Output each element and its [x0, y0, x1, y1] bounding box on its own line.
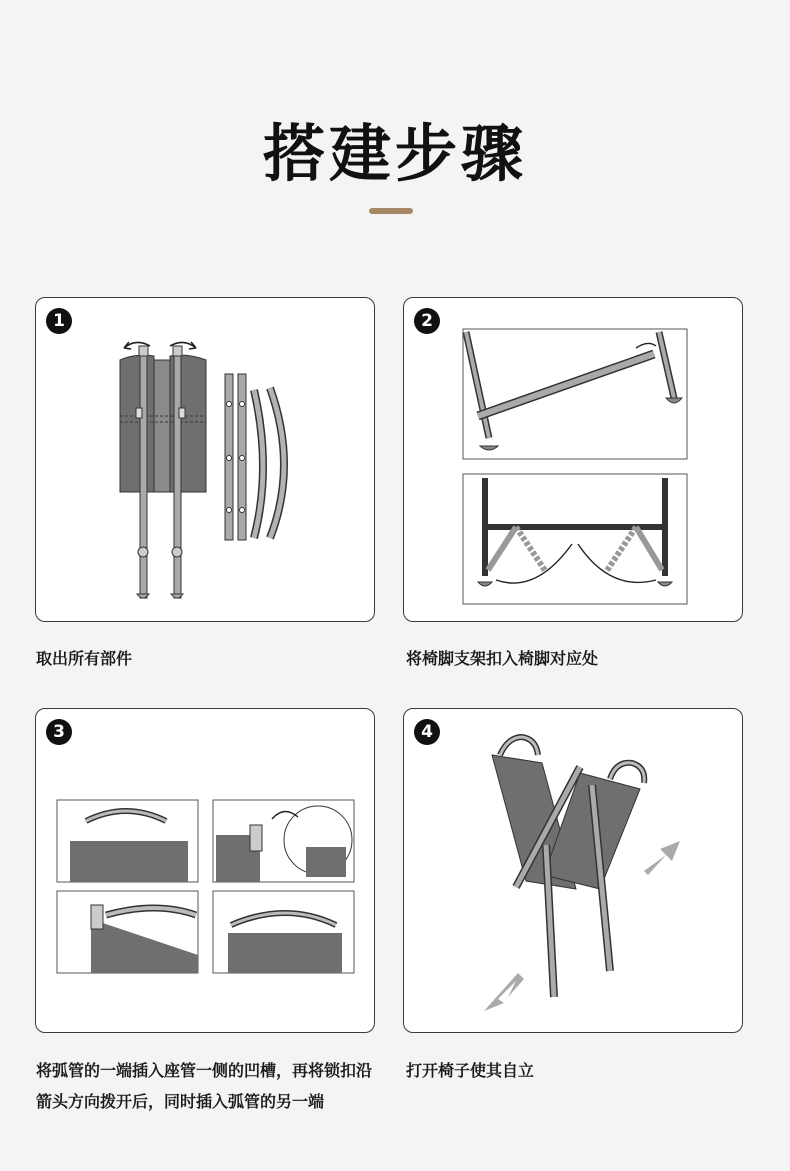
step-2-badge: 2 [414, 308, 440, 334]
title-accent-bar [369, 208, 413, 214]
step-3-illustration [36, 709, 375, 1033]
step-4-caption: 打开椅子使其自立 [406, 1061, 535, 1080]
page-title: 搭建步骤 [262, 117, 527, 190]
step-3-caption: 将弧管的一端插入座管一侧的凹槽，再将锁扣沿箭头方向拨开后，同时插入弧管的另一端 [36, 1061, 373, 1111]
step-2-caption: 将椅脚支架扣入椅脚对应处 [406, 649, 599, 668]
step-4-illustration [404, 709, 743, 1033]
step-1-badge: 1 [46, 308, 72, 334]
step-2-card [403, 297, 743, 622]
step-4-badge: 4 [414, 719, 440, 745]
step-1-illustration [36, 298, 375, 622]
step-3-badge: 3 [46, 719, 72, 745]
step-2-illustration [404, 298, 743, 622]
step-4-card [403, 708, 743, 1033]
step-1-card [35, 297, 375, 622]
step-3-card [35, 708, 375, 1033]
step-1-caption: 取出所有部件 [36, 649, 133, 668]
